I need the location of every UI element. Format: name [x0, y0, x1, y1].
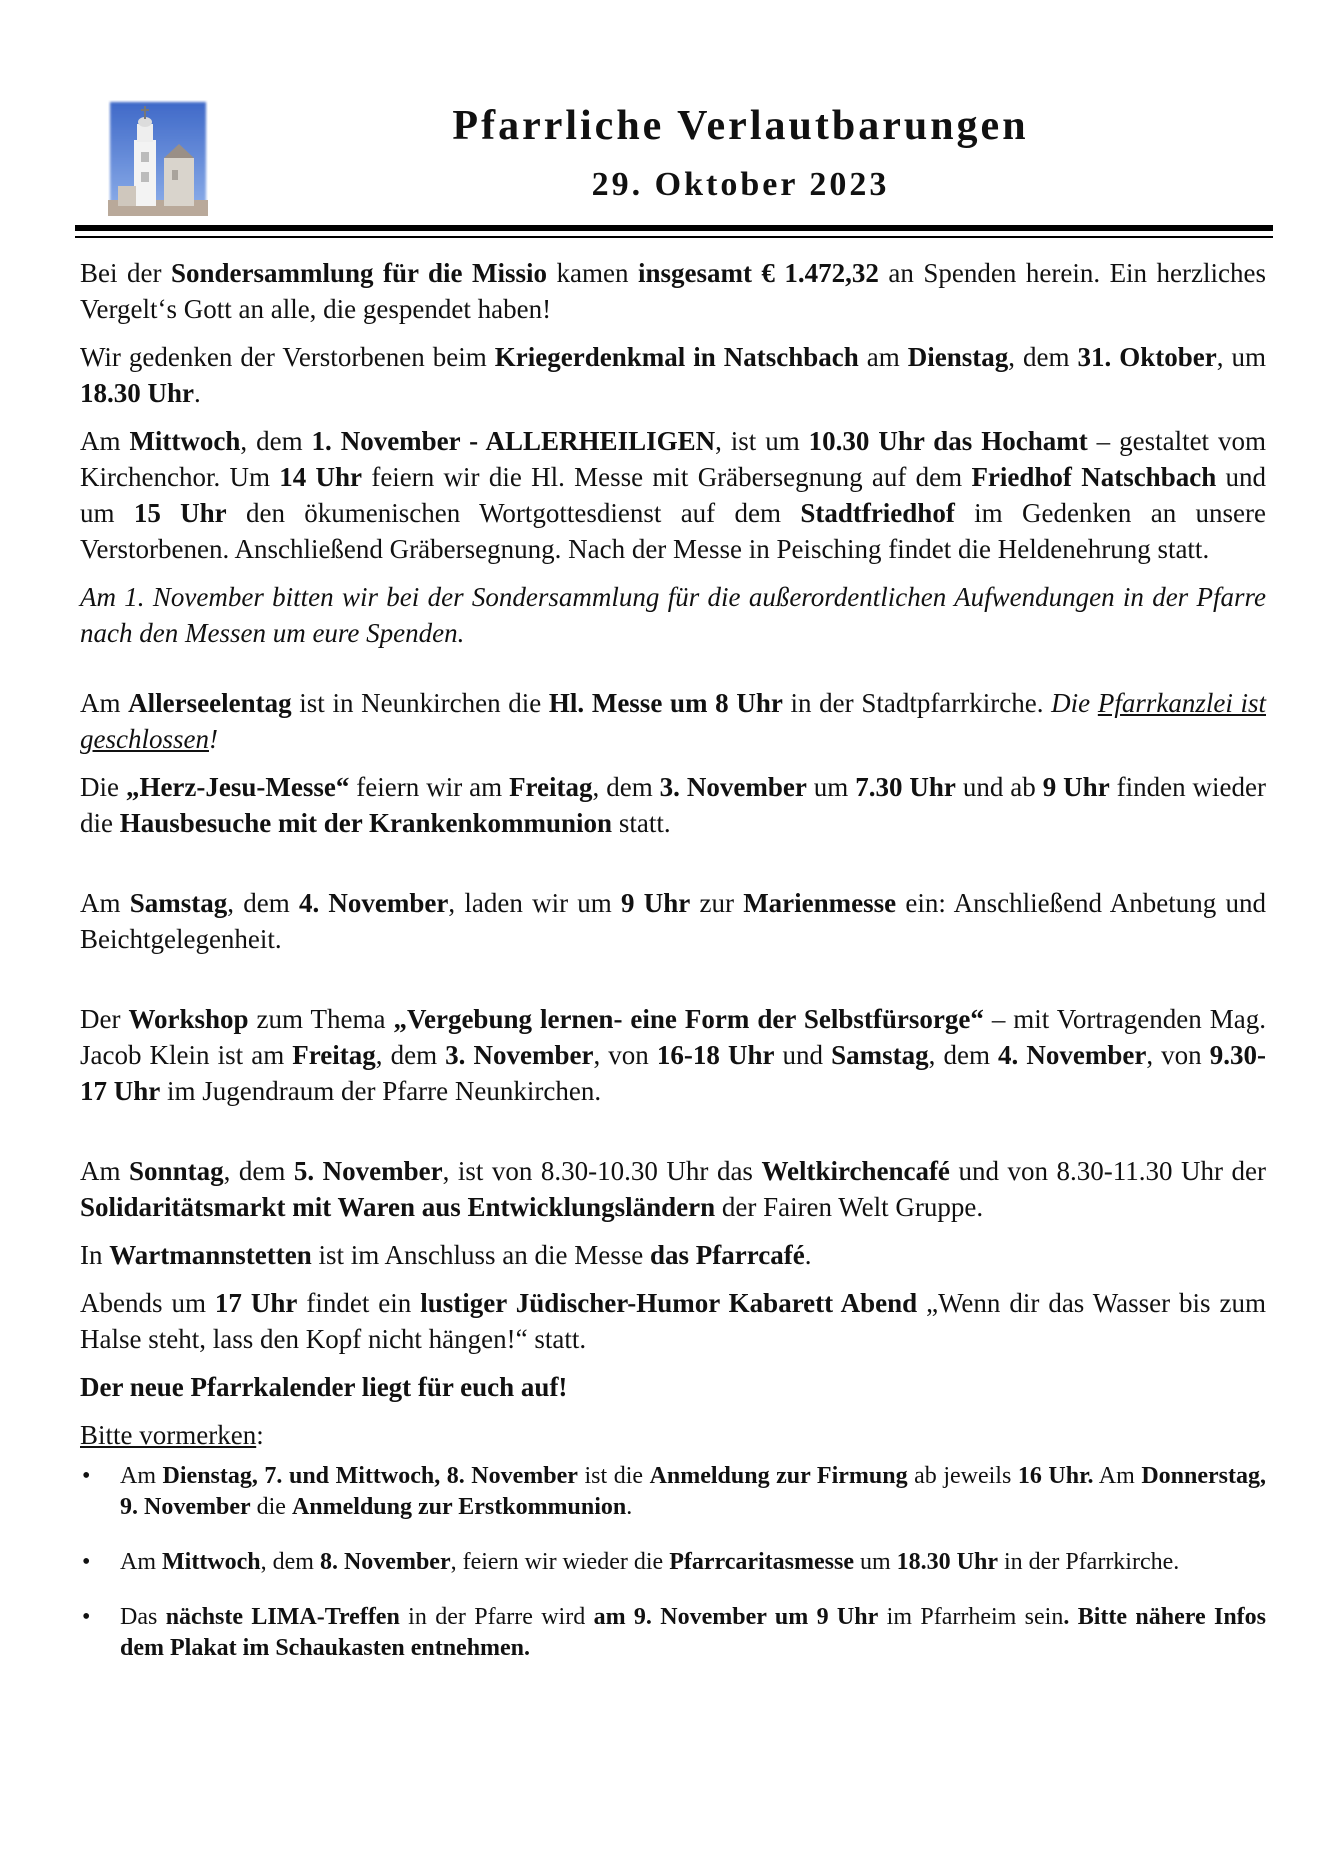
list-item: • Das nächste LIMA-Treffen in der Pfarre wird am 9. November um 9 Uhr im Pfarrheim sein. Bitte nähere Infos dem Plakat im Schaukasten entnehmen.: [80, 1602, 1266, 1664]
list-item: • Am Mittwoch, dem 8. November, feiern wir wieder die Pfarrcaritasmesse um 18.30 Uhr in der Pfarrkirche.: [80, 1547, 1266, 1578]
announcement-kriegerdenkmal: Wir gedenken der Verstorbenen beim Kriegerdenkmal in Natschbach am Dienstag, dem 31. Oktober, um 18.30 Uhr.: [80, 342, 1266, 408]
list-item: • Am Dienstag, 7. und Mittwoch, 8. November ist die Anmeldung zur Firmung ab jeweils 16 Uhr. Am Donnerstag, 9. November die Anmeldung zur Erstkommunion.: [80, 1461, 1266, 1523]
page-date: 29. Oktober 2023: [591, 166, 890, 203]
page-title: Pfarrliche Verlautbarungen: [452, 103, 1029, 149]
reminder-list: [80, 1461, 1266, 1664]
church-tower-logo: [108, 100, 208, 216]
announcement-missio: Bei der Sondersammlung für die Missio kamen insgesamt € 1.472,32 an Spenden herein. Ein herzliches Vergelt‘s Gott an alle, die gespendet haben!: [80, 258, 1266, 324]
header-rule-thick: [75, 225, 1273, 231]
page-header: [108, 100, 1273, 230]
announcement-allerseelen: Am Allerseelentag ist in Neunkirchen die Hl. Messe um 8 Uhr in der Stadtpfarrkirche. Die Pfarrkanzlei ist geschlossen!: [80, 688, 1266, 754]
announcement-sonntag: Am Sonntag, dem 5. November, ist von 8.30-10.30 Uhr das Weltkirchencafé und von 8.30-11.30 Uhr der Solidaritätsmarkt mit Waren aus Entwicklungsländern der Fairen Welt Gruppe.: [80, 1156, 1266, 1222]
announcement-herz-jesu: Die „Herz-Jesu-Messe“ feiern wir am Freitag, dem 3. November um 7.30 Uhr und ab 9 Uhr finden wieder die Hausbesuche mit der Krankenkommunion statt.: [80, 772, 1267, 838]
announcement-workshop: Der Workshop zum Thema „Vergebung lernen- eine Form der Selbstfürsorge“ – mit Vortragenden Mag. Jacob Klein ist am Freitag, dem 3. November, von 16-18 Uhr und Samstag, dem 4. November, von 9.30-17 Uhr im Jugendraum der Pfarre Neunkirchen.: [80, 1004, 1267, 1106]
announcement-pfarrkalender: Der neue Pfarrkalender liegt für euch auf!: [80, 1372, 568, 1402]
announcement-allerheiligen: Am Mittwoch, dem 1. November - ALLERHEILIGEN, ist um 10.30 Uhr das Hochamt – gestaltet vom Kirchenchor. Um 14 Uhr feiern wir die Hl. Messe mit Gräbersegnung auf dem Friedhof Natschbach und um 15 Uhr den ökumenischen Wortgottesdienst auf dem Stadtfriedhof im Gedenken an unsere Verstorbenen. Anschließend Gräbersegnung. Nach der Messe in Peisching findet die Heldenehrung statt.: [80, 426, 1266, 564]
announcement-kabarett: Abends um 17 Uhr findet ein lustiger Jüdischer-Humor Kabarett Abend „Wenn dir das Wasser bis zum Halse steht, lass den Kopf nicht hängen!“ statt.: [80, 1288, 1267, 1354]
announcements: [80, 255, 1266, 1688]
announcement-wartmannstetten: In Wartmannstetten ist im Anschluss an die Messe das Pfarrcafé.: [80, 1240, 812, 1270]
reminder-heading: Bitte vormerken:: [80, 1420, 264, 1450]
announcement-marienmesse: Am Samstag, dem 4. November, laden wir um 9 Uhr zur Marienmesse ein: Anschließend Anbetung und Beichtgelegenheit.: [80, 888, 1267, 954]
header-rule-thin: [75, 236, 1273, 238]
announcement-sondersammlung: Am 1. November bitten wir bei der Sondersammlung für die außerordentlichen Aufwendungen in der Pfarre nach den Messen um eure Spenden.: [80, 582, 1266, 648]
